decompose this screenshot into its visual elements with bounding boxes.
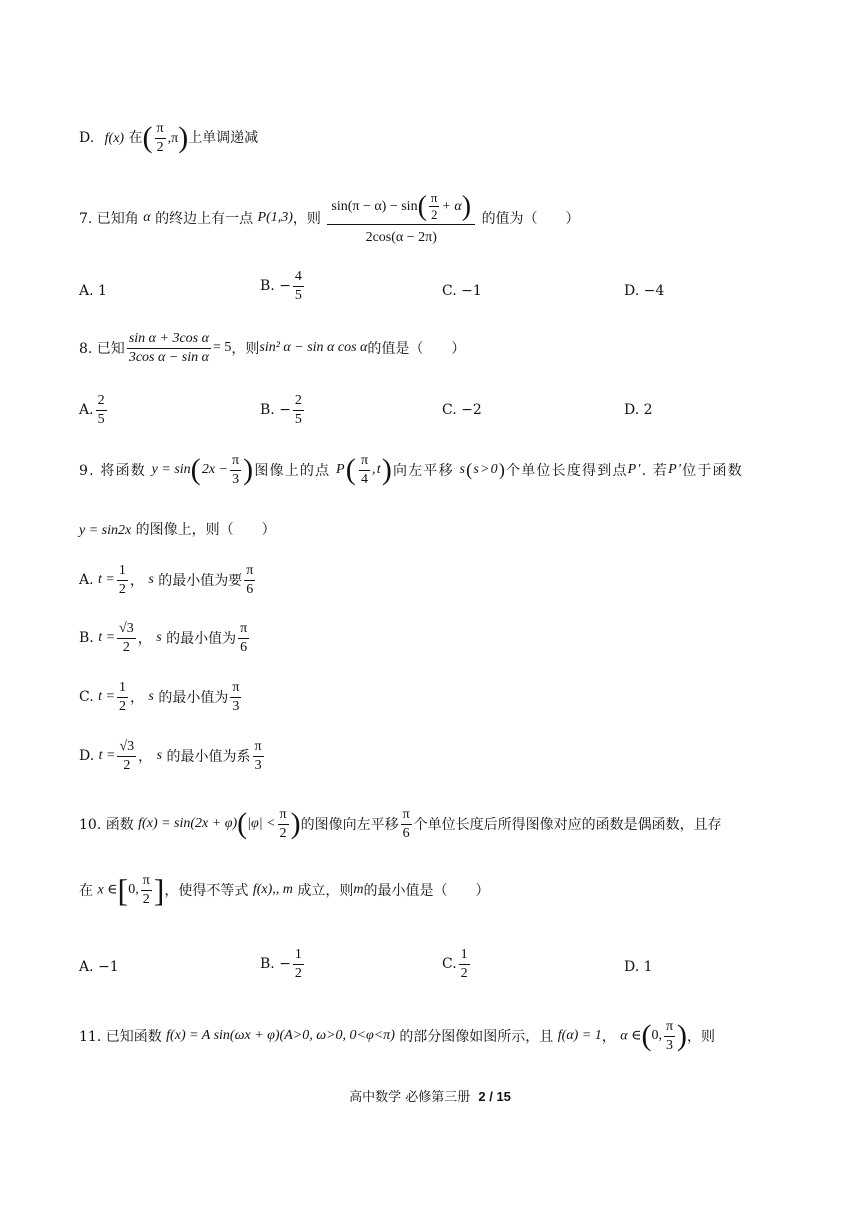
q7-option-d: D. −4 (624, 283, 665, 299)
question-11: 11. 已知函数 f(x) = A sin(ωx + φ)(A>0, ω>0, 0<φ<π) 的部分图像如图所示，且 f(α) = 1， α ∈(0, $\frac{\pi}{3}$ )，则 (79, 1019, 716, 1053)
q9-option-c: C. t = $\frac{1}{2}$ ， s 的最小值为 $\frac{\pi}{3}$ (79, 680, 240, 714)
q10-option-c: C. $\frac{1}{2}$ (442, 947, 468, 981)
q8-option-c: C. −2 (442, 402, 482, 418)
q9-option-a: A. t = $\frac{1}{2}$ ， s 的最小值为要 $\frac{\pi}{6}$ (79, 563, 254, 597)
q9-option-b: B. t = $\frac{√3}{2}$ ， s 的最小值为 $\frac{\pi}{6}$ (79, 621, 248, 655)
q7-main-fraction: sin(π − α) − sin( $\frac{\pi}{2}$ + α) 2cos(α − 2π) (327, 190, 475, 246)
question-8: 8. 已知 $\frac{\text{sin α + 3cos α}}{\text{3cos α − sin α}}$ = 5，则sin² α − sin α cos α的值是（ ） (79, 331, 466, 365)
page-number: 2 / 15 (478, 1089, 511, 1104)
question-10-line-2: 在 x ∈[0, $\frac{\pi}{2}$ ]，使得不等式 f(x),, m 成立，则m的最小值是（ ） (79, 872, 490, 908)
question-7: 7. 已知角 α 的终边上有一点 P(1,3)，则 sin(π − α) − sin( $\frac{\pi}{2}$ + α) 2cos(α − 2π) 的值为（ ） (79, 190, 580, 245)
q8-option-d: D. 2 (624, 402, 653, 418)
question-10-line-1: 10. 函数 f(x) = sin(2x + φ)(|φ| < $\frac{\pi}{2}$ )的图像向左平移 $\frac{\pi}{6}$ 个单位长度后所得图像对应的函数是偶函数，且存 (79, 807, 722, 841)
question-9-line-2: y = sin2x 的图像上，则（ ） (79, 522, 276, 538)
q10-option-a: A. −1 (79, 959, 119, 975)
q10-option-b: B. − $\frac{1}{2}$ (260, 947, 302, 981)
q8-option-a: A. $\frac{2}{5}$ (79, 393, 105, 427)
q8-option-b: B. − $\frac{2}{5}$ (260, 393, 302, 427)
q10-option-d: D. 1 (624, 959, 653, 975)
fraction-pi-2: $\frac{\pi}{2}$ (156, 121, 164, 155)
q7-option-b: B. − $\frac{4}{5}$ (260, 269, 302, 303)
page-footer: 高中数学 必修第三册 2 / 15 (349, 1089, 511, 1105)
q7-option-c: C. −1 (442, 283, 482, 299)
q8-fraction: $\frac{\text{sin α + 3cos α}}{\text{3cos α − sin α}}$ (128, 331, 209, 365)
q9-option-d: D. t = $\frac{√3}{2}$ ， s 的最小值为系 $\frac{\pi}{3}$ (79, 739, 262, 773)
q7-option-a: A. 1 (79, 283, 107, 299)
question-9-line-1: 9. 将函数 y = sin(2x − $\frac{\pi}{3}$ )图像上的点 P( $\frac{\pi}{4}$ ,t)向左平移 s(s>0)个单位长度得到点P'. 若P'位于函数 (79, 453, 743, 487)
q6-option-d: D. f(x) 在( $\frac{\pi}{2}$ ,π)上单调递减 (79, 121, 259, 155)
